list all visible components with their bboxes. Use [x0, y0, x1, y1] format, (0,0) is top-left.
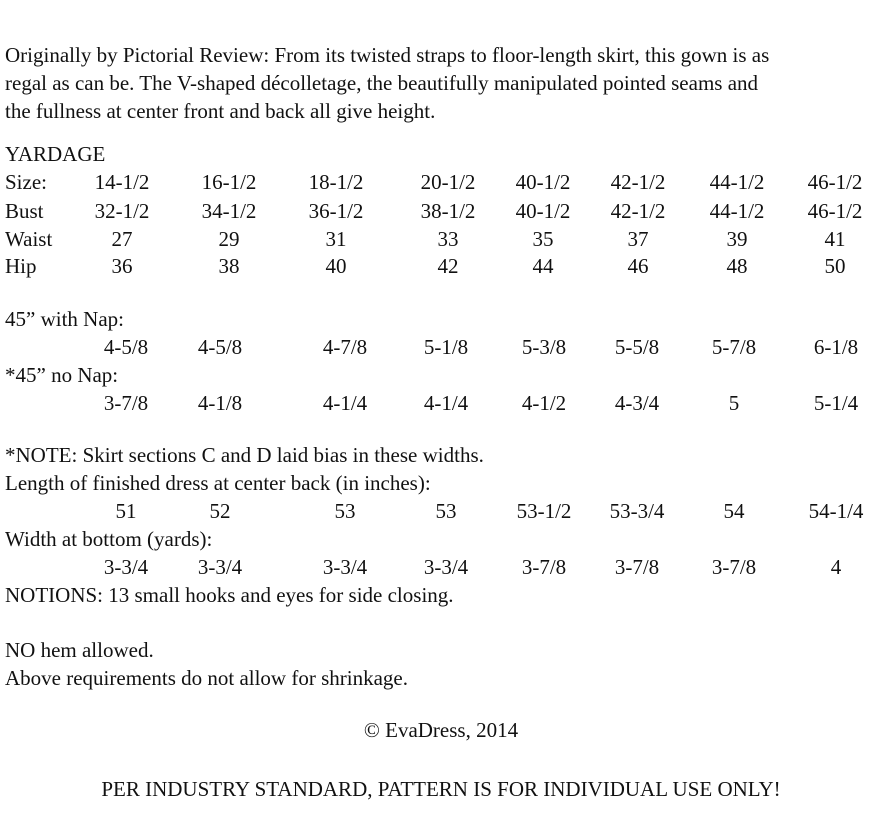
- width-row: [0, 553, 882, 581]
- shrinkage-text: Above requirements do not allow for shrinkage.: [5, 666, 408, 690]
- length-value-4: 53: [435, 499, 457, 523]
- bust-value-6: 42-1/2: [610, 199, 666, 223]
- no-nap-value-5: 4-1/2: [521, 391, 567, 415]
- with-nap-value-8: 6-1/8: [813, 335, 859, 359]
- length-value-1: 51: [115, 499, 137, 523]
- width-value-6: 3-7/8: [614, 555, 660, 579]
- no-nap-value-2: 4-1/8: [197, 391, 243, 415]
- intro-line-2: regal as can be. The V-shaped décolletage, the beautifully manipulated pointed seams and: [5, 71, 759, 95]
- bust-value-1: 32-1/2: [94, 199, 150, 223]
- size-value-6: 42-1/2: [610, 170, 666, 194]
- hip-label: Hip: [5, 254, 37, 278]
- intro-line-1: Originally by Pictorial Review: From its twisted straps to floor-length skirt, this gown is as: [5, 43, 770, 67]
- bust-value-4: 38-1/2: [420, 199, 476, 223]
- bust-value-7: 44-1/2: [709, 199, 765, 223]
- hip-value-2: 38: [218, 254, 240, 278]
- no-nap-value-1: 3-7/8: [103, 391, 149, 415]
- width-value-7: 3-7/8: [711, 555, 757, 579]
- with-nap-value-5: 5-3/8: [521, 335, 567, 359]
- waist-value-7: 39: [726, 227, 748, 251]
- waist-value-5: 35: [532, 227, 554, 251]
- width-value-5: 3-7/8: [521, 555, 567, 579]
- size-value-3: 18-1/2: [308, 170, 364, 194]
- size-value-5: 40-1/2: [515, 170, 571, 194]
- hip-value-6: 46: [627, 254, 649, 278]
- hip-value-1: 36: [111, 254, 133, 278]
- width-label: Width at bottom (yards):: [5, 527, 213, 551]
- waist-value-4: 33: [437, 227, 459, 251]
- with-nap-value-1: 4-5/8: [103, 335, 149, 359]
- with-nap-label: 45” with Nap:: [5, 307, 124, 331]
- no-nap-label: *45” no Nap:: [5, 363, 119, 387]
- hip-row: [0, 252, 882, 280]
- size-value-1: 14-1/2: [94, 170, 150, 194]
- hip-value-7: 48: [726, 254, 748, 278]
- bust-value-8: 46-1/2: [807, 199, 863, 223]
- size-value-4: 20-1/2: [420, 170, 476, 194]
- yardage-heading: YARDAGE: [5, 142, 106, 166]
- length-value-2: 52: [209, 499, 231, 523]
- no-nap-row: [0, 389, 882, 417]
- waist-value-3: 31: [325, 227, 347, 251]
- usage-disclaimer: PER INDUSTRY STANDARD, PATTERN IS FOR INDIVIDUAL USE ONLY!: [101, 777, 781, 801]
- hip-value-4: 42: [437, 254, 459, 278]
- size-row: [0, 168, 882, 196]
- notions-text: NOTIONS: 13 small hooks and eyes for side closing.: [5, 583, 454, 607]
- no-nap-value-3: 4-1/4: [322, 391, 368, 415]
- length-label: Length of finished dress at center back (in inches):: [5, 471, 431, 495]
- copyright-text: © EvaDress, 2014: [363, 718, 519, 742]
- length-value-6: 53-3/4: [609, 499, 665, 523]
- size-value-8: 46-1/2: [807, 170, 863, 194]
- waist-label: Waist: [5, 227, 53, 251]
- bust-value-2: 34-1/2: [201, 199, 257, 223]
- width-value-1: 3-3/4: [103, 555, 149, 579]
- width-value-8: 4: [830, 555, 842, 579]
- hip-value-5: 44: [532, 254, 554, 278]
- bust-row: [0, 197, 882, 225]
- width-value-2: 3-3/4: [197, 555, 243, 579]
- waist-row: [0, 225, 882, 253]
- with-nap-row: [0, 333, 882, 361]
- hem-text: NO hem allowed.: [5, 638, 154, 662]
- length-value-8: 54-1/4: [808, 499, 864, 523]
- no-nap-value-4: 4-1/4: [423, 391, 469, 415]
- width-value-4: 3-3/4: [423, 555, 469, 579]
- size-value-7: 44-1/2: [709, 170, 765, 194]
- with-nap-value-2: 4-5/8: [197, 335, 243, 359]
- length-value-3: 53: [334, 499, 356, 523]
- hip-value-8: 50: [824, 254, 846, 278]
- intro-line-3: the fullness at center front and back all give height.: [5, 99, 436, 123]
- length-value-7: 54: [723, 499, 745, 523]
- bust-label: Bust: [5, 199, 44, 223]
- with-nap-value-7: 5-7/8: [711, 335, 757, 359]
- length-row: [0, 497, 882, 525]
- waist-value-2: 29: [218, 227, 240, 251]
- with-nap-value-4: 5-1/8: [423, 335, 469, 359]
- waist-value-8: 41: [824, 227, 846, 251]
- waist-value-6: 37: [627, 227, 649, 251]
- width-value-3: 3-3/4: [322, 555, 368, 579]
- waist-value-1: 27: [111, 227, 133, 251]
- no-nap-value-8: 5-1/4: [813, 391, 859, 415]
- length-value-5: 53-1/2: [516, 499, 572, 523]
- size-value-2: 16-1/2: [201, 170, 257, 194]
- hip-value-3: 40: [325, 254, 347, 278]
- no-nap-value-6: 4-3/4: [614, 391, 660, 415]
- with-nap-value-3: 4-7/8: [322, 335, 368, 359]
- with-nap-value-6: 5-5/8: [614, 335, 660, 359]
- size-label: Size:: [5, 170, 47, 194]
- bust-value-5: 40-1/2: [515, 199, 571, 223]
- no-nap-value-7: 5: [728, 391, 740, 415]
- bust-value-3: 36-1/2: [308, 199, 364, 223]
- bias-note: *NOTE: Skirt sections C and D laid bias in these widths.: [5, 443, 484, 467]
